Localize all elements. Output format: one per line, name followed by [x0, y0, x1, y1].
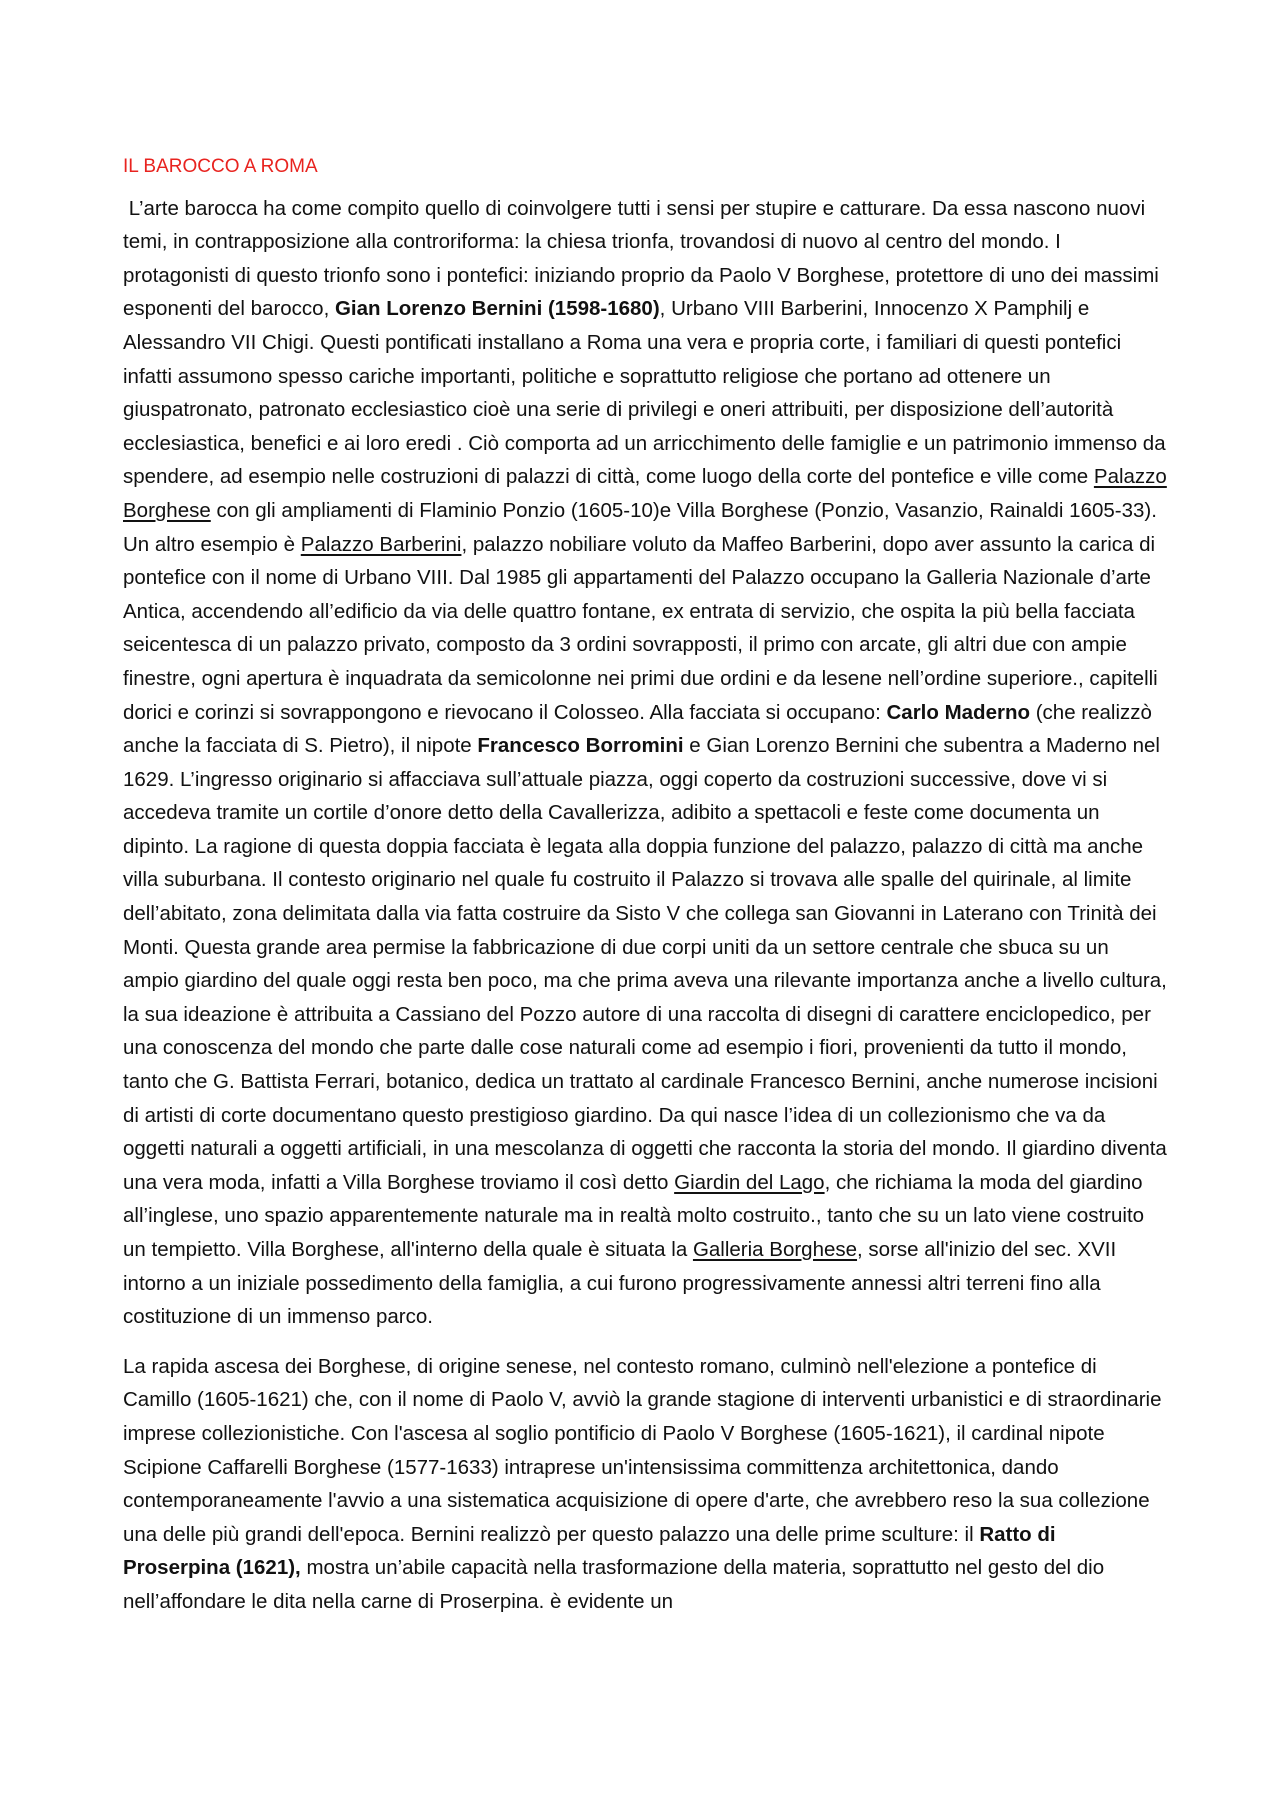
underlined-galleria-borghese: Galleria Borghese [692, 1238, 858, 1261]
text-run: La rapida ascesa dei Borghese, di origine senese, nel contesto romano, culminò nell'elezione a pontefice di Camillo (1605-1621) che, con il nome di Paolo V, avviò la grande stagione di interventi urbanistici e di straordinarie imprese collezionistiche. Con l'ascesa al soglio pontificio di Paolo V Borghese (1605-1621), il cardinal nipote Scipione Caffarelli Borghese (1577-1633) intraprese un'intensissima committenza architettonica, dando contemporaneamente l'avvio a una sistematica acquisizione di opere d'arte, che avrebbero reso la sua collezione una delle più grandi dell'epoca. Bernini realizzò per questo palazzo una delle prime sculture: il [123, 1354, 1162, 1546]
bold-run-ratto-di-proserpina: Ratto di Proserpina (1621), [123, 1522, 1056, 1580]
text-run: L’arte barocca ha come compito quello di coinvolgere tutti i sensi per stupire e catturare. Da essa nascono nuovi temi, in contrapposizione alla controriforma: la chiesa trionfa, trovandosi di nuovo al centro del mondo. I protagonisti di questo trionfo sono i pontefici: iniziando proprio da Paolo V Borghese, protettore di uno dei massimi esponenti del barocco, [123, 196, 1159, 321]
text-run: , sorse all'inizio del sec. XVII intorno a un iniziale possedimento della famiglia, a cui furono progressivamente annessi altri terreni fino alla costituzione di un immenso parco. [123, 1238, 1117, 1329]
bold-run-maderno: Carlo Maderno [886, 700, 1031, 724]
text-run: con gli ampliamenti di Flaminio Ponzio (1605-10)e Villa Borghese (Ponzio, Vasanzio, Rainaldi 1605-33). Un altro esempio è [123, 498, 1157, 556]
underlined-palazzo-borghese: Palazzo Borghese [123, 465, 1167, 522]
paragraph-1 [123, 192, 1168, 1334]
text-run: mostra un’abile capacità nella trasformazione della materia, soprattutto nel gesto del dio nell’affondare le dita nella carne di Proserpina. è evidente un [123, 1556, 1105, 1613]
text-run: , che richiama la moda del giardino all’inglese, uno spazio apparentemente naturale ma in realtà molto costruito., tanto che su un lato viene costruito un tempietto. Villa Borghese, all'interno della quale è situata la [123, 1170, 1145, 1261]
bold-run-bernini: Gian Lorenzo Bernini (1598-1680) [334, 297, 660, 321]
text-run: e Gian Lorenzo Bernini che subentra a Maderno nel 1629. L’ingresso originario si affacciava sull’attuale piazza, oggi coperto da costruzioni successive, dove vi si accedeva tramite un cortile d’onore detto della Cavallerizza, adibito a spettacoli e feste come documenta un dipinto. La ragione di questa doppia facciata è legata alla doppia funzione del palazzo, palazzo di città ma anche villa suburbana. Il contesto originario nel quale fu costruito il Palazzo si trovava alle spalle del quirinale, al limite dell’abitato, zona delimitata dalla via fatta costruire da Sisto V che collega san Giovanni in Laterano con Trinità dei Monti. Questa grande area permise la fabbricazione di due corpi uniti da un settore centrale che sbuca su un ampio giardino del quale oggi resta ben poco, ma che prima aveva una rilevante importanza anche a livello cultura, la sua ideazione è attribuita a Cassiano del Pozzo autore di una raccolta di disegni di carattere enciclopedico, per una conoscenza del mondo che parte dalle cose naturali come ad esempio i fiori, provenienti da tutto il mondo, tanto che G. Battista Ferrari, botanico, dedica un trattato al cardinale Francesco Bernini, anche numerose incisioni di artisti di corte documentano questo prestigioso giardino. Da qui nasce l’idea di un collezionismo che va da oggetti naturali a oggetti artificiali, in una mescolanza di oggetti che racconta la storia del mondo. Il giardino diventa una vera moda, infatti a Villa Borghese troviamo il così detto [123, 734, 1167, 1194]
underlined-palazzo-barberini: Palazzo Barberini [300, 532, 462, 556]
underlined-giardin-del-lago: Giardin del Lago [674, 1170, 825, 1194]
document-title: IL BAROCCO A ROMA [123, 156, 318, 177]
bold-run-borromini: Francesco Borromini [477, 734, 684, 758]
text-run: , palazzo nobiliare voluto da Maffeo Barberini, dopo aver assunto la carica di pontefice con il nome di Urbano VIII. Dal 1985 gli appartamenti del Palazzo occupano la Galleria Nazionale d’arte Antica, accendendo all’edificio da via delle quattro fontane, ex entrata di servizio, che ospita la più bella facciata seicentesca di un palazzo privato, composto da 3 ordini sovrapposti, il primo con arcate, gli altri due con ampie finestre, ogni apertura è inquadrata da semicolonne nei primi due ordini e da lesene nell’ordine superiore., capitelli dorici e corinzi si sovrappongono e rievocano il Colosseo. Alla facciata si occupano: [123, 532, 1158, 724]
text-run: (che realizzò anche la facciata di S. Pietro), il nipote [123, 700, 1152, 758]
paragraph-2 [123, 1350, 1168, 1619]
document-page [123, 150, 1168, 1619]
text-run: , Urbano VIII Barberini, Innocenzo X Pamphilj e Alessandro VII Chigi. Questi pontificati installano a Roma una vera e propria corte, i familiari di questi pontefici infatti assumono spesso cariche importanti, politiche e soprattutto religiose che portano ad ottenere un giuspatronato, patronato ecclesiastico cioè una serie di privilegi e oneri attribuiti, per disposizione dell’autorità ecclesiastica, benefici e ai loro eredi . Ciò comporta ad un arricchimento delle famiglie e un patrimonio immenso da spendere, ad esempio nelle costruzioni di palazzi di città, come luogo della corte del pontefice e ville come [123, 297, 1166, 489]
